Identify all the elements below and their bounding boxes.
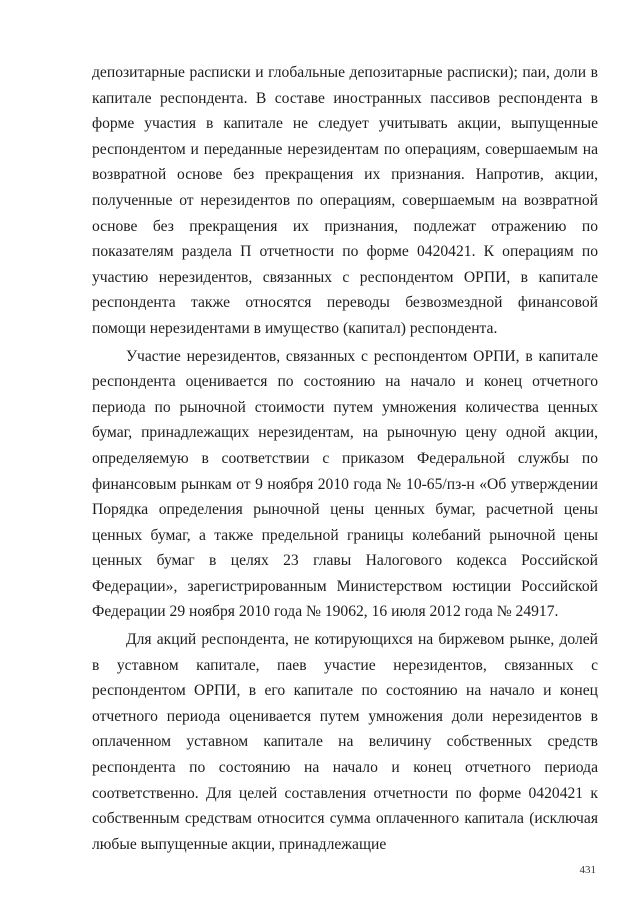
page-number: 431: [579, 864, 596, 876]
body-text: [92, 60, 598, 857]
paragraph-unlisted-shares: Для акций респондента, не котирующихся на биржевом рынке, долей в уставном капитале, паев участие нерезидентов, связанных с респондентом ОРПИ, в его капитале по состоянию на начало и конец отчетного периода оценивается путем умножения доли нерезидентов в оплаченном уставном капитале на величину собственных средств респондента по состоянию на начало и конец отчетного периода соответственно. Для целей составления отчетности по форме 0420421 к собственным средствам относится сумма оплаченного капитала (исключая любые выпущенные акции, принадлежащие: [92, 631, 598, 853]
paragraph-continuation: депозитарные расписки и глобальные депозитарные расписки); паи, доли в капитале респондента. В составе иностранных пассивов респондента в форме участия в капитале не следует учитывать акции, выпущенные респондентом и переданные нерезидентам по операциям, совершаемым на возвратной основе без прекращения их признания. Напротив, акции, полученные от нерезидентов по операциям, совершаемым на возвратной основе без прекращения их признания, подлежат отражению по показателям раздела П отчетности по форме 0420421. К операциям по участию нерезидентов, связанных с респондентом ОРПИ, в капитале респондента также относятся переводы безвозмездной финансовой помощи нерезидентами в имущество (капитал) респондента.: [92, 64, 598, 337]
paragraph-market-valuation: Участие нерезидентов, связанных с респондентом ОРПИ, в капитале респондента оценивается по состоянию на начало и конец отчетного периода по рыночной стоимости путем умножения количества ценных бумаг, принадлежащих нерезидентам, на рыночную цену одной акции, определяемую в соответствии с приказом Федеральной службы по финансовым рынкам от 9 ноября 2010 года № 10-65/пз-н «Об утверждении Порядка определения рыночной цены ценных бумаг, расчетной цены ценных бумаг, а также предельной границы колебаний рыночной цены ценных бумаг в целях 23 главы Налогового кодекса Российской Федерации», зарегистрированным Министерством юстиции Российской Федерации 29 ноября 2010 года № 19062, 16 июля 2012 года № 24917.: [92, 347, 598, 621]
